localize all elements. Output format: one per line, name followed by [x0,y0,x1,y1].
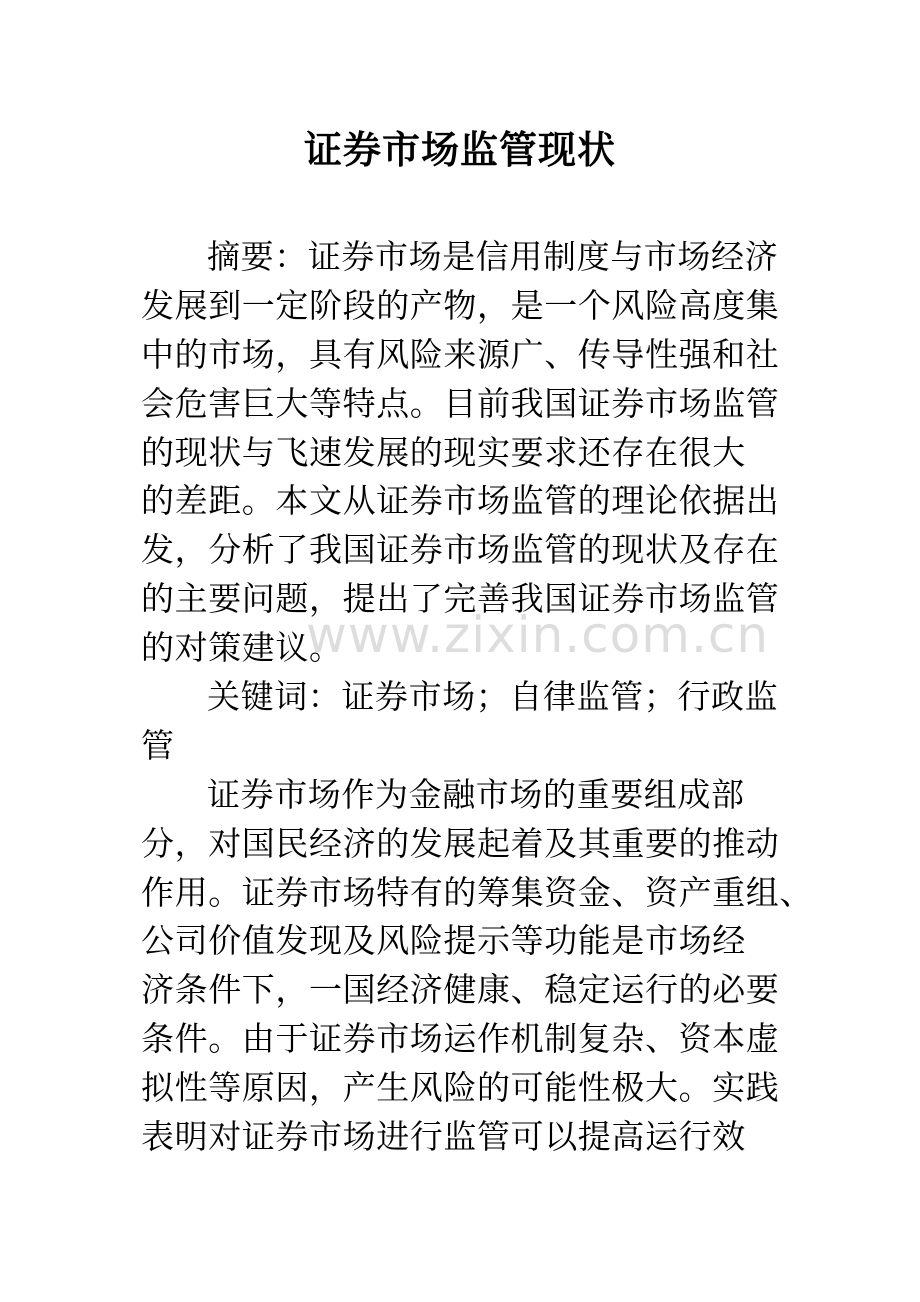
document-body [141,233,813,1162]
abstract-line: 摘要：证券市场是信用制度与市场经济 [207,237,779,276]
abstract-line: 中的市场，具有风险来源广、传导性强和社 [141,334,780,374]
abstract-line: 会危害巨大等特点。目前我国证券市场监管 [141,383,780,423]
paragraph-line: 公司价值发现及风险提示等功能是市场经 [141,921,746,961]
paragraph-line: 拟性等原因，产生风险的可能性极大。实践 [141,1068,780,1108]
page-title: 证券市场监管现状 [303,127,616,172]
paragraph-line: 作用。证券市场特有的筹集资金、资产重组、 [141,872,813,912]
abstract-line: 的对策建议。 [141,628,343,668]
watermark-text: www.zixin.com.cn [306,606,770,664]
abstract-line: 的主要问题，提出了完善我国证券市场监管 [141,579,780,619]
paragraph-line: 条件。由于证券市场运作机制复杂、资本虚 [141,1019,780,1059]
paragraph-line: 证券市场作为金融市场的重要组成部 [207,774,745,814]
abstract-line: 的差距。本文从证券市场监管的理论依据出 [141,481,780,521]
abstract-line: 发展到一定阶段的产物，是一个风险高度集 [141,285,780,325]
abstract-line: 发，分析了我国证券市场监管的现状及存在 [141,530,780,570]
paragraph-line: 济条件下，一国经济健康、稳定运行的必要 [141,970,780,1010]
paragraph-line: 表明对证券市场进行监管可以提高运行效 [141,1117,746,1157]
keywords-line: 关键词：证券市场；自律监管；行政监 [207,677,779,717]
keywords-line: 管 [141,725,175,765]
abstract-line: 的现状与飞速发展的现实要求还存在很大 [141,432,746,472]
paragraph-line: 分，对国民经济的发展起着及其重要的推动 [141,823,780,863]
